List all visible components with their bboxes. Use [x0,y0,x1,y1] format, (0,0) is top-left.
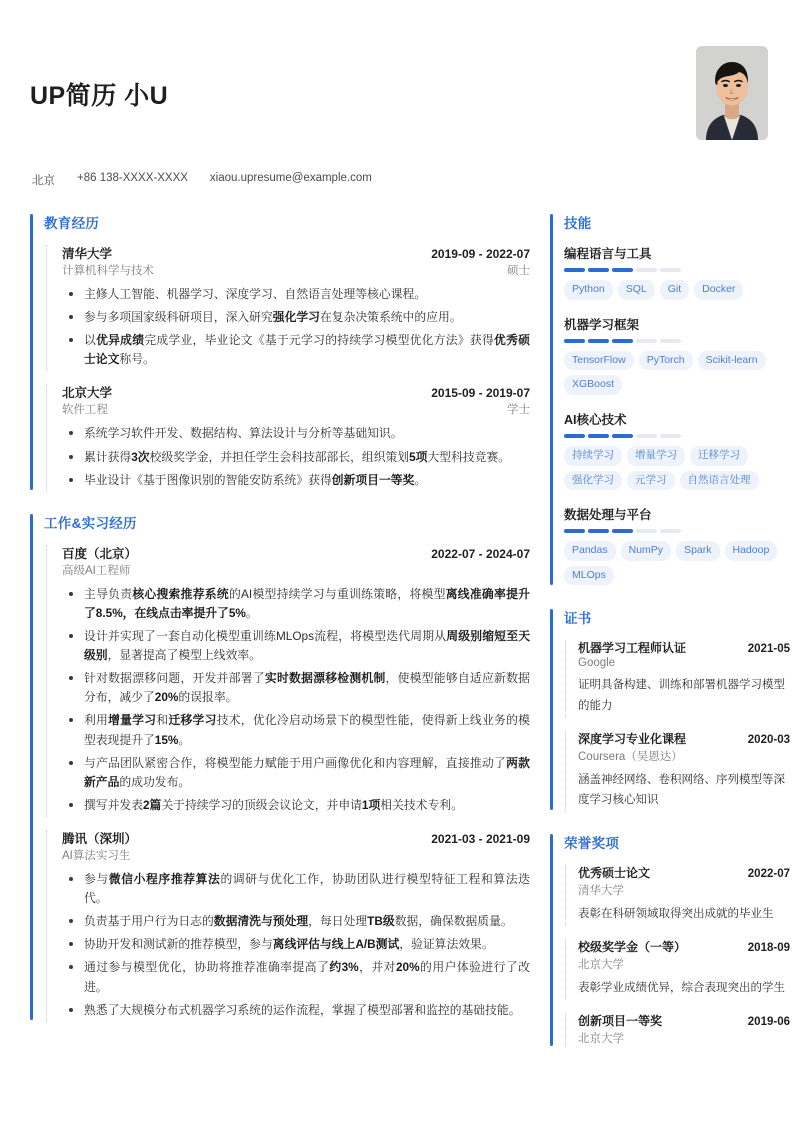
section-title-skills: 技能 [564,216,592,231]
section-certificates [550,607,790,810]
credential-entry [564,938,790,998]
bullet-item: 协助开发和测试新的推荐模型，参与离线评估与线上A/B测试，验证算法效果。 [62,935,530,954]
skill-tag: TensorFlow [564,351,634,371]
experience-entry [44,829,530,1020]
entry-header-row [62,383,530,401]
skill-level-segment [564,434,585,438]
avatar [696,46,768,140]
entry-subtitle: 计算机科学与技术 [62,265,154,277]
credential-title: 机器学习工程师认证 [578,641,687,656]
credential-date: 2018-09 [747,942,790,955]
credential-issuer: 北京大学 [578,959,624,972]
bullet-item: 设计并实现了一套自动化模型重训练MLOps流程，将模型迭代周期从周级别缩短至天级别，显著提高了模型上线效率。 [62,627,530,665]
skill-tag: Scikit-learn [698,351,766,371]
experience-entry [44,383,530,489]
skill-level-segment [588,529,609,533]
credential-description: 表彰在科研领域取得突出成就的毕业生 [578,907,774,920]
entry-header-row [62,829,530,847]
skill-level-segment [612,434,633,438]
credential-issuer: 北京大学 [578,1033,624,1046]
section-work [30,512,530,1020]
skill-tag: MLOps [564,566,614,586]
entry-subtitle: AI算法实习生 [62,849,131,862]
skill-tag: PyTorch [639,351,693,371]
credential-issuer: Google [578,657,616,670]
skill-group [564,315,790,395]
resume-header [30,30,770,150]
credential-entry [564,1012,790,1046]
skill-tag: 自然语言处理 [680,471,759,491]
skill-level-segment [636,434,657,438]
portrait-photo-icon [696,46,768,140]
skill-tag: SQL [618,280,655,300]
side-column [550,212,790,1068]
entry-subtitle-row [62,847,530,863]
skill-tag-list [564,280,790,300]
credential-date: 2019-06 [747,1016,790,1029]
skill-tag-list [564,446,790,490]
skill-group-name: AI核心技术 [564,412,627,427]
entry-degree: 学士 [507,404,530,417]
contact-location: 北京 [32,175,55,187]
skill-level-segment [588,268,609,272]
bullet-item: 负责基于用户行为日志的数据清洗与预处理，每日处理TB级数据，确保数据质量。 [62,912,530,931]
entry-organization: 腾讯（深圳） [62,831,138,846]
section-awards [550,832,790,1046]
skill-group [564,244,790,300]
skill-group-name: 数据处理与平台 [564,508,652,523]
skill-tag: XGBoost [564,375,622,395]
skill-level-bar [564,529,790,533]
main-column [30,212,530,1042]
credential-issuer: Coursera（吴恩达） [578,750,683,763]
credential-date: 2020-03 [747,733,790,746]
skill-tag: 持续学习 [564,446,622,466]
skill-tag: 强化学习 [564,471,622,491]
credential-title: 优秀硕士论文 [578,865,651,880]
experience-entry [44,244,530,369]
bullet-item: 主导负责核心搜索推荐系统的AI模型持续学习与重训练策略，将模型离线准确率提升了8.5%，在线点击率提升了5%。 [62,585,530,623]
entry-bullet-list [62,585,530,815]
skill-group-name: 编程语言与工具 [564,247,652,261]
entry-header-row [62,244,530,262]
skill-level-segment [660,268,681,272]
skill-level-bar [564,339,790,343]
skill-group [564,410,790,490]
credential-issuer: 清华大学 [578,884,624,897]
section-title-work: 工作&实习经历 [44,515,137,531]
entry-date-range: 2019-09 - 2022-07 [431,247,530,261]
contact-line [30,172,770,188]
credential-entry [564,730,790,810]
skill-level-segment [636,529,657,533]
section-education [30,212,530,490]
bullet-item: 累计获得3次校级奖学金，并担任学生会科技部部长，组织策划5项大型科技竞赛。 [62,448,530,467]
bullet-item: 主修人工智能、机器学习、深度学习、自然语言处理等核心课程。 [62,285,530,304]
section-title-awards: 荣誉奖项 [564,835,620,851]
credential-date: 2022-07 [747,867,790,880]
credential-header-row [578,1012,790,1029]
skill-level-bar [564,434,790,438]
entry-bullet-list [62,424,530,489]
skill-level-segment [564,529,585,533]
skill-tag-list [564,351,790,395]
skill-level-segment [660,434,681,438]
entry-date-range: 2021-03 - 2021-09 [431,831,530,846]
skill-level-segment [612,268,633,272]
entry-subtitle-row [62,562,530,578]
section-title-education: 教育经历 [44,216,100,231]
credential-entry [564,639,790,715]
skill-tag: NumPy [621,541,671,561]
skill-level-segment [588,434,609,438]
section-skills [550,212,790,585]
credential-header-row [578,864,790,881]
work-entries [44,544,530,1020]
bullet-item: 通过参与模型优化，协助将推荐准确率提高了约3%，并对20%的用户体验进行了改进。 [62,958,530,996]
skill-groups [564,244,790,585]
section-title-certificates: 证书 [564,611,592,627]
bullet-item: 参与微信小程序推荐算法的调研与优化工作，协助团队进行模型特征工程和算法迭代。 [62,870,530,908]
entry-bullet-list [62,285,530,369]
credential-header-row [578,938,790,955]
skill-tag: Hadoop [725,541,778,561]
skill-tag: 元学习 [627,471,675,491]
entry-subtitle-row [62,262,530,278]
bullet-item: 系统学习软件开发、数据结构、算法设计与分析等基础知识。 [62,424,530,443]
skill-level-segment [564,339,585,343]
bullet-item: 与产品团队紧密合作，将模型能力赋能于用户画像优化和内容理解，直接推动了两款新产品的成功发布。 [62,754,530,792]
entry-organization: 北京大学 [62,386,113,401]
credential-header-row [578,730,790,747]
skill-tag: 迁移学习 [690,446,748,466]
skill-group-name: 机器学习框架 [564,317,640,332]
bullet-item: 针对数据漂移问题，开发并部署了实时数据漂移检测机制，使模型能够自适应新数据分布，减少了20%的误报率。 [62,669,530,707]
skill-level-segment [612,339,633,343]
skill-tag: Pandas [564,541,616,561]
skill-tag: Spark [676,541,719,561]
credential-title: 创新项目一等奖 [578,1014,663,1029]
skill-level-segment [636,268,657,272]
entry-subtitle: 软件工程 [62,404,108,417]
skill-level-segment [564,268,585,272]
entry-subtitle: 高级AI工程师 [62,564,131,577]
credential-entry [564,864,790,924]
credential-header-row [578,639,790,656]
entry-date-range: 2015-09 - 2019-07 [431,386,530,401]
credential-title: 深度学习专业化课程 [578,731,687,746]
skill-tag-list [564,541,790,585]
skill-tag: 增量学习 [627,446,685,466]
bullet-item: 毕业设计《基于图像识别的智能安防系统》获得创新项目一等奖。 [62,471,530,490]
credential-description: 表彰学业成绩优异，综合表现突出的学生 [578,982,785,995]
certificate-entries [564,639,790,810]
skill-tag: Git [660,280,689,300]
entry-organization: 百度（北京） [62,546,138,561]
contact-phone: +86 138-XXXX-XXXX [77,172,188,184]
contact-email: xiaou.upresume@example.com [209,172,372,184]
credential-date: 2021-05 [747,643,790,656]
bullet-item: 参与多项国家级科研项目，深入研究强化学习在复杂决策系统中的应用。 [62,308,530,327]
entry-degree: 硕士 [507,265,530,277]
bullet-item: 熟悉了大规模分布式机器学习系统的运作流程，掌握了模型部署和监控的基础技能。 [62,1001,530,1020]
entry-header-row [62,544,530,562]
credential-description: 涵盖神经网络、卷积网络、序列模型等深度学习核心知识 [578,773,785,806]
resume-body [30,212,790,1068]
entry-bullet-list [62,870,530,1020]
skill-level-segment [612,529,633,533]
skill-level-segment [636,339,657,343]
page-title: UP简历 小U [30,82,169,110]
skill-tag: Docker [694,280,743,300]
entry-date-range: 2022-07 - 2024-07 [431,546,530,561]
bullet-item: 以优异成绩完成学业，毕业论文《基于元学习的持续学习模型优化方法》获得优秀硕士论文称号。 [62,331,530,369]
credential-title: 校级奖学金（一等） [578,940,687,955]
skill-level-segment [660,339,681,343]
skill-level-segment [588,339,609,343]
credential-description: 证明具备构建、训练和部署机器学习模型的能力 [578,679,785,712]
education-entries [44,244,530,490]
skill-group [564,505,790,585]
entry-subtitle-row [62,401,530,417]
bullet-item: 撰写并发表2篇关于持续学习的顶级会议论文，并申请1项相关技术专利。 [62,796,530,815]
entry-organization: 清华大学 [62,247,113,261]
skill-tag: Python [564,280,613,300]
bullet-item: 利用增量学习和迁移学习技术，优化冷启动场景下的模型性能，使得新上线业务的模型表现提升了15%。 [62,711,530,749]
award-entries [564,864,790,1046]
experience-entry [44,544,530,815]
skill-level-segment [660,529,681,533]
header-left [30,46,168,112]
skill-level-bar [564,268,790,272]
